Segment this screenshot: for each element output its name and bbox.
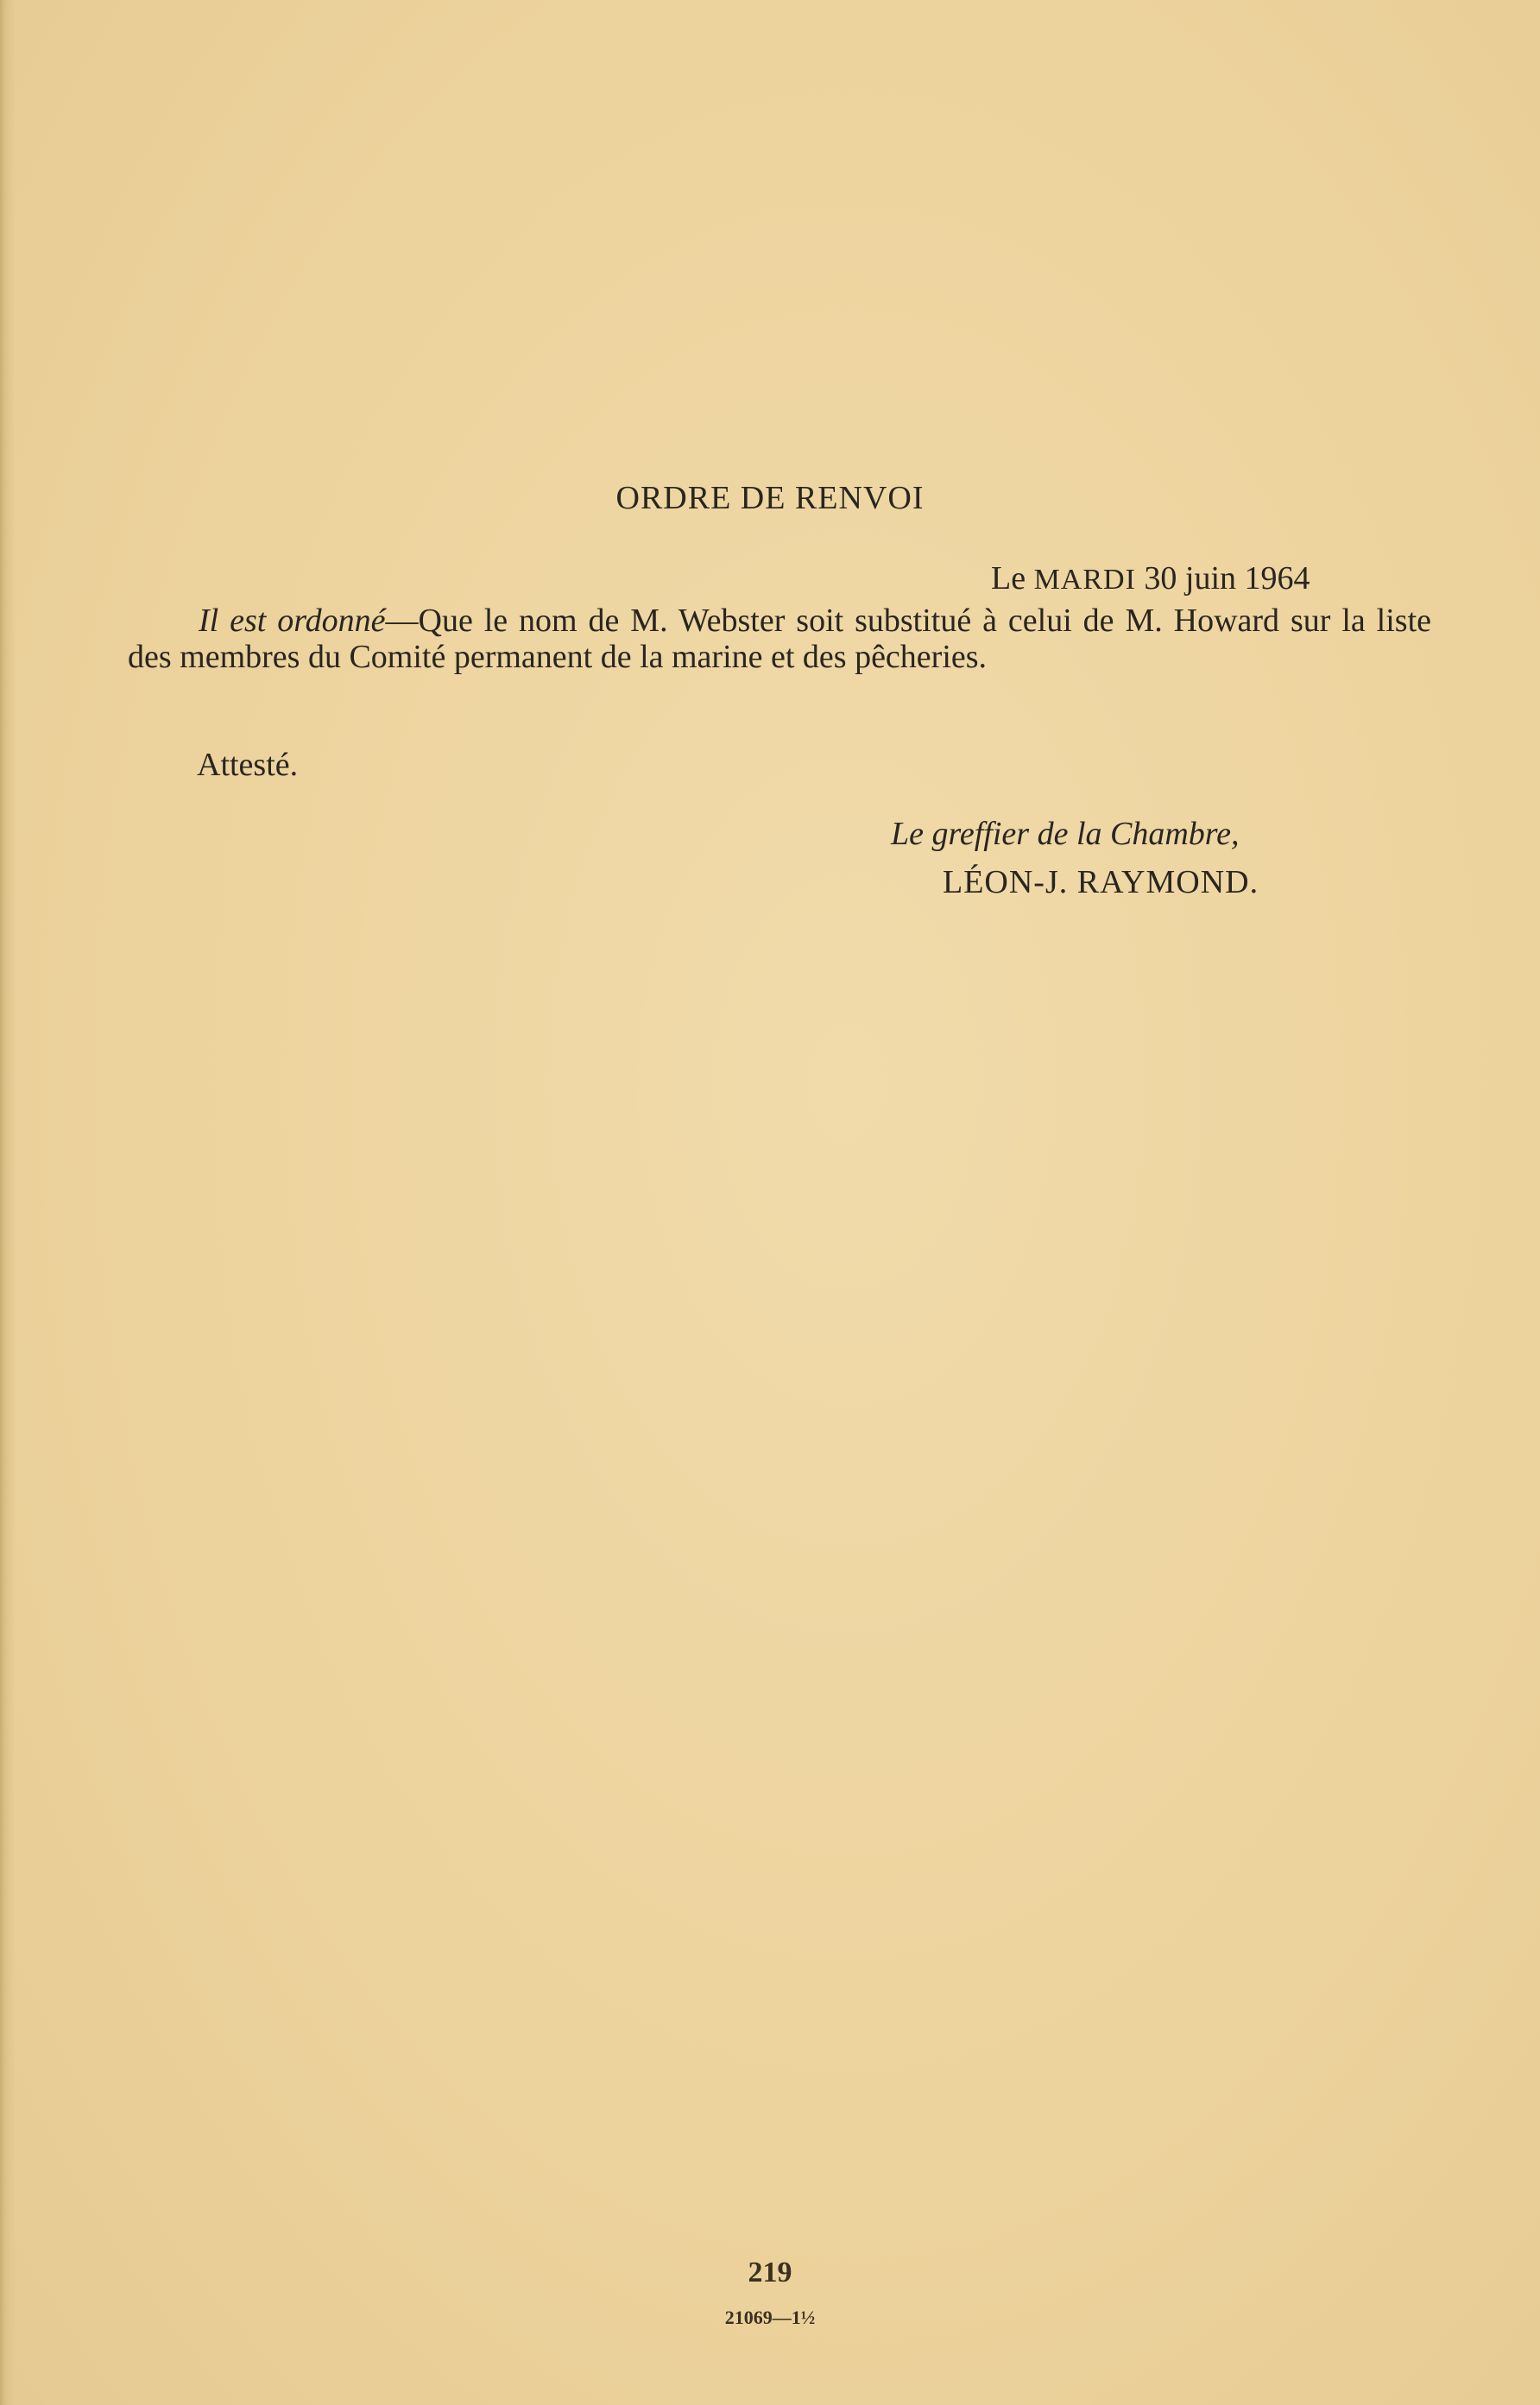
- clerk-title: Le greffier de la Chambre,: [891, 816, 1240, 852]
- page-edge-shadow: [0, 0, 16, 2405]
- date-day: MARDI: [1033, 564, 1136, 596]
- attestation: Attesté.: [197, 747, 299, 783]
- print-code: 21069—1½: [724, 2307, 816, 2328]
- page-number: 219: [748, 2257, 792, 2288]
- order-text: —Que le nom de M. Webster soit substitué à celui de M. Howard sur la liste des membres du Comité permanent de la marine et des pêcheries.: [128, 603, 1431, 675]
- date-rest: 30 juin 1964: [1144, 560, 1310, 597]
- date-line: [991, 559, 1310, 597]
- order-paragraph: [128, 603, 1431, 675]
- document-title: ORDRE DE RENVOI: [615, 480, 925, 516]
- clerk-name: LÉON-J. RAYMOND.: [943, 864, 1259, 900]
- order-italic-lead: Il est ordonné: [199, 603, 386, 639]
- date-prefix: Le: [991, 560, 1026, 597]
